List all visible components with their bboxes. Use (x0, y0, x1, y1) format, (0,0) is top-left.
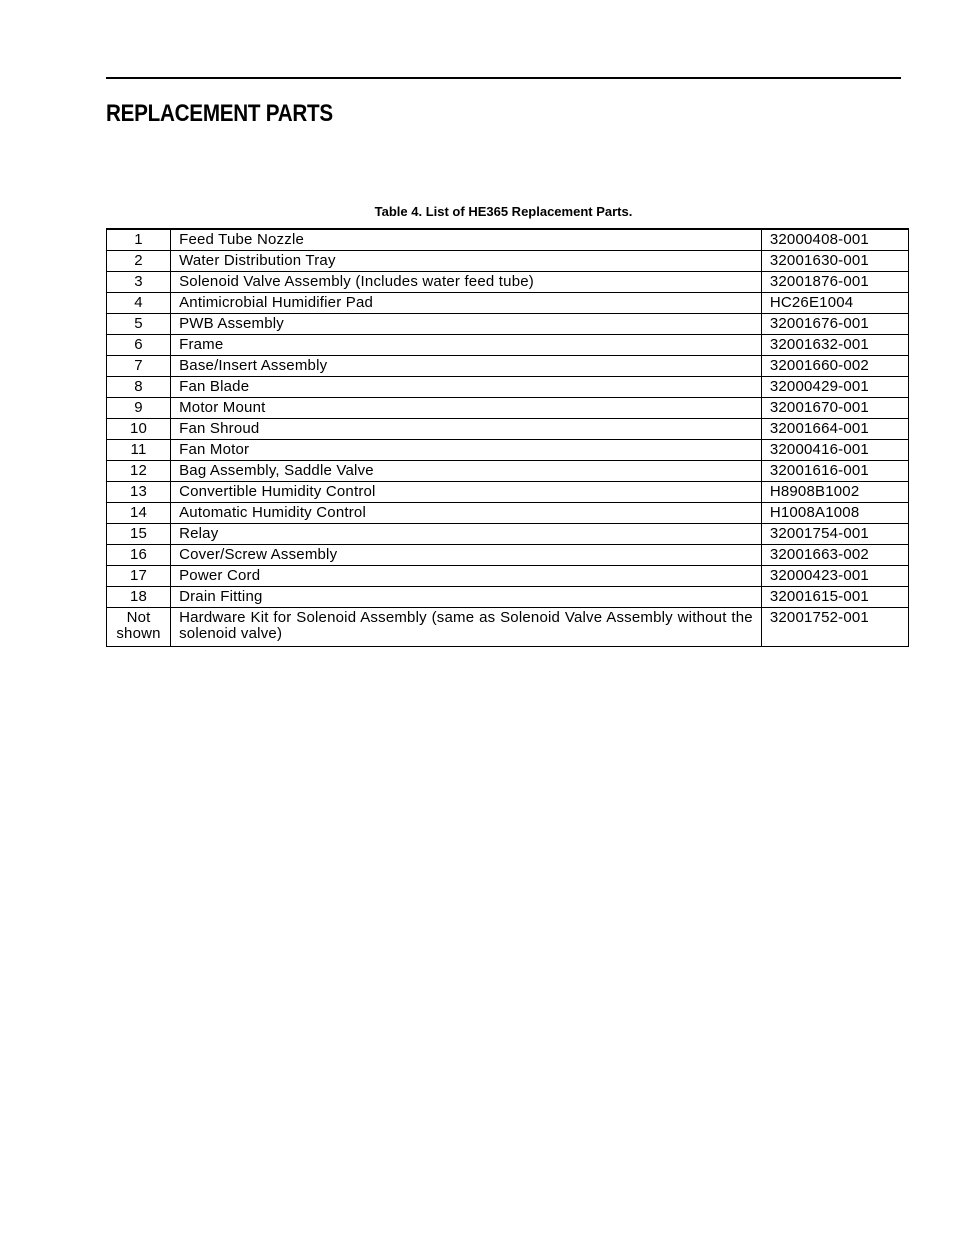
table-row (107, 482, 909, 503)
table-row (107, 356, 909, 377)
part-number: 32000423-001 (761, 566, 908, 587)
replacement-parts-table (106, 228, 909, 647)
part-number: 32001616-001 (761, 461, 908, 482)
item-description: Relay (171, 524, 762, 545)
table-row (107, 419, 909, 440)
item-description: Solenoid Valve Assembly (Includes water feed tube) (171, 272, 762, 293)
item-description: Power Cord (171, 566, 762, 587)
part-number: H8908B1002 (761, 482, 908, 503)
part-number: 32001615-001 (761, 587, 908, 608)
item-description: Frame (171, 335, 762, 356)
item-number: 8 (107, 377, 171, 398)
item-number: 11 (107, 440, 171, 461)
part-number: 32000408-001 (761, 229, 908, 251)
part-number: 32000416-001 (761, 440, 908, 461)
table-caption: Table 4. List of HE365 Replacement Parts. (374, 204, 633, 219)
part-number: 32001664-001 (761, 419, 908, 440)
part-number: 32001676-001 (761, 314, 908, 335)
item-number: 9 (107, 398, 171, 419)
item-description: Fan Shroud (171, 419, 762, 440)
table-row (107, 272, 909, 293)
part-number: H1008A1008 (761, 503, 908, 524)
part-number: 32001670-001 (761, 398, 908, 419)
item-number: 13 (107, 482, 171, 503)
part-number: 32001752-001 (761, 608, 908, 647)
part-number: 32001632-001 (761, 335, 908, 356)
page-title: REPLACEMENT PARTS (106, 100, 333, 127)
part-number: 32001876-001 (761, 272, 908, 293)
table-row (107, 587, 909, 608)
item-number: 14 (107, 503, 171, 524)
item-description: Feed Tube Nozzle (171, 229, 762, 251)
item-description: Hardware Kit for Solenoid Assembly (same as Solenoid Valve Assembly without the solenoid valve) (171, 608, 762, 647)
part-number: 32000429-001 (761, 377, 908, 398)
item-number: 4 (107, 293, 171, 314)
item-description: Bag Assembly, Saddle Valve (171, 461, 762, 482)
item-number: 6 (107, 335, 171, 356)
item-description: Cover/Screw Assembly (171, 545, 762, 566)
item-description: Drain Fitting (171, 587, 762, 608)
part-number: HC26E1004 (761, 293, 908, 314)
item-description: Convertible Humidity Control (171, 482, 762, 503)
item-number: 5 (107, 314, 171, 335)
table-row (107, 608, 909, 647)
item-description: PWB Assembly (171, 314, 762, 335)
header-rule (106, 77, 901, 79)
item-number: 1 (107, 229, 171, 251)
item-number: 18 (107, 587, 171, 608)
item-description: Water Distribution Tray (171, 251, 762, 272)
item-number: 17 (107, 566, 171, 587)
item-number: 16 (107, 545, 171, 566)
item-description: Automatic Humidity Control (171, 503, 762, 524)
table-row (107, 251, 909, 272)
item-description: Motor Mount (171, 398, 762, 419)
item-number: 10 (107, 419, 171, 440)
item-description: Fan Motor (171, 440, 762, 461)
table-row (107, 503, 909, 524)
item-description: Base/Insert Assembly (171, 356, 762, 377)
item-number: 15 (107, 524, 171, 545)
table-row (107, 229, 909, 251)
item-number: 12 (107, 461, 171, 482)
item-number: Not shown (107, 608, 171, 647)
table-row (107, 524, 909, 545)
table-row (107, 545, 909, 566)
part-number: 32001660-002 (761, 356, 908, 377)
table-row (107, 314, 909, 335)
item-description: Antimicrobial Humidifier Pad (171, 293, 762, 314)
part-number: 32001663-002 (761, 545, 908, 566)
table-row (107, 566, 909, 587)
item-number: 2 (107, 251, 171, 272)
table-row (107, 377, 909, 398)
item-number: 3 (107, 272, 171, 293)
table-row (107, 398, 909, 419)
table-row (107, 335, 909, 356)
table-row (107, 293, 909, 314)
item-description: Fan Blade (171, 377, 762, 398)
part-number: 32001754-001 (761, 524, 908, 545)
part-number: 32001630-001 (761, 251, 908, 272)
table-row (107, 440, 909, 461)
item-number: 7 (107, 356, 171, 377)
table-row (107, 461, 909, 482)
